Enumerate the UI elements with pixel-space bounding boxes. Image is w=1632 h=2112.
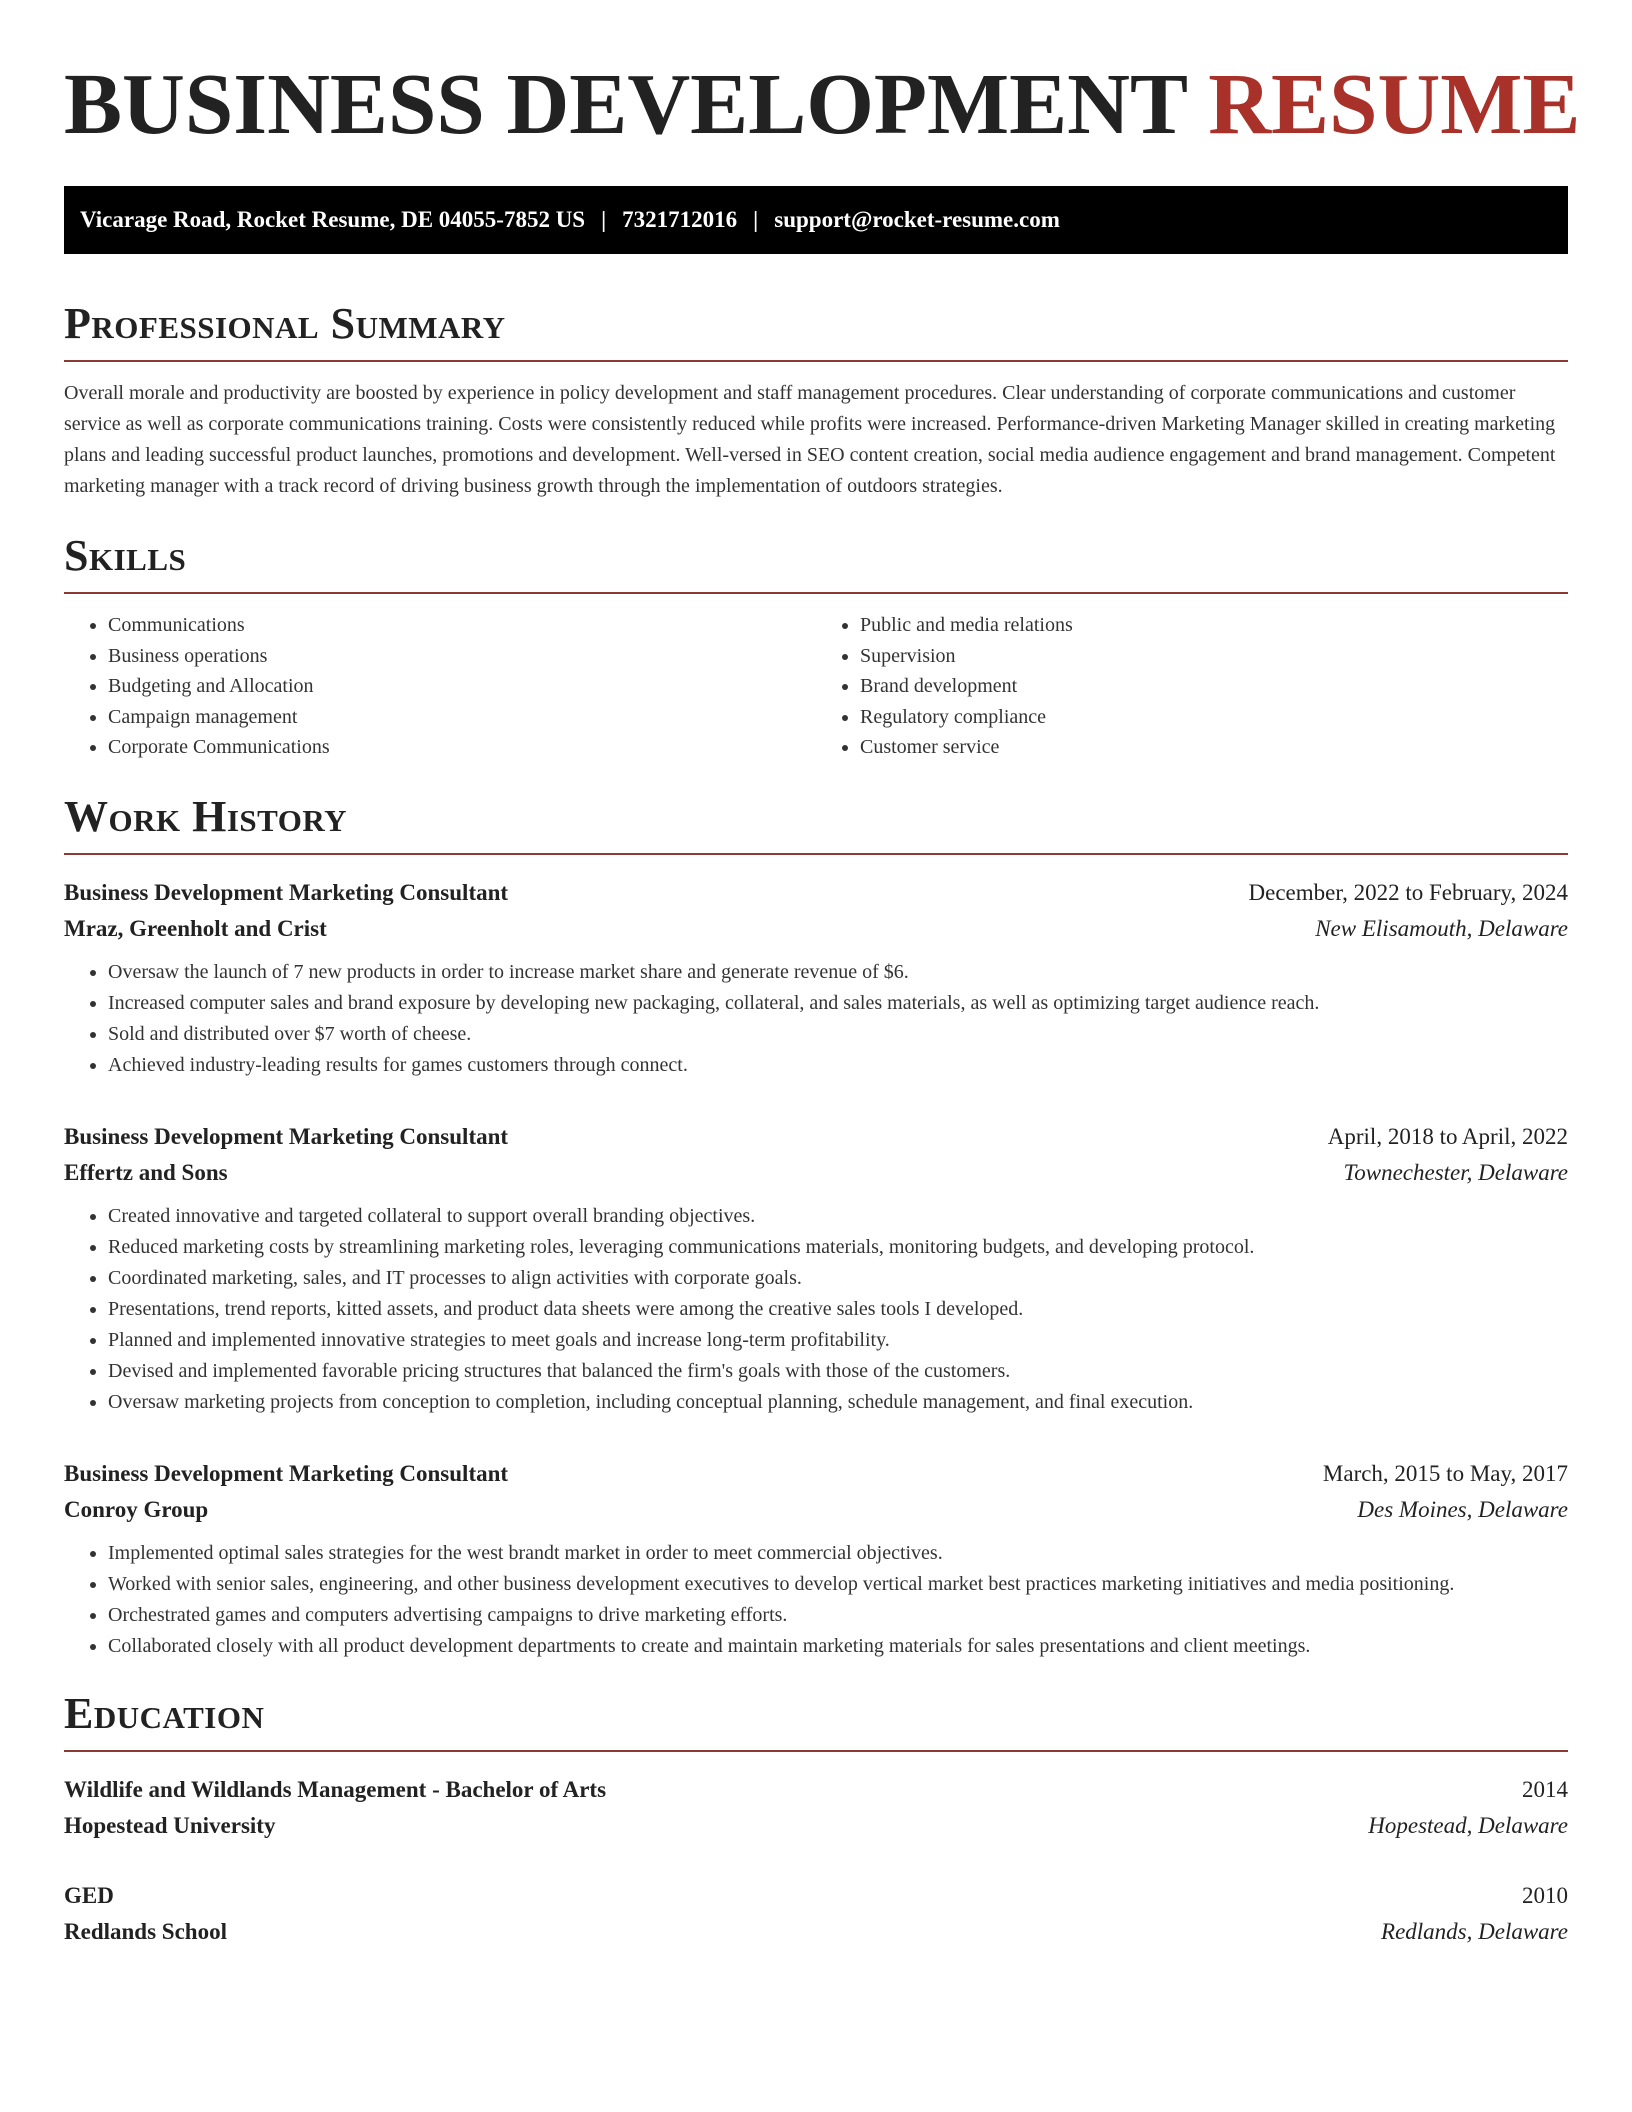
contact-separator: | bbox=[601, 207, 607, 232]
skills-right-column bbox=[816, 610, 1568, 763]
job-bullet: • Increased computer sales and brand exposure by developing new packaging, collateral, and sales materials, as well as optimizing target audience reach. bbox=[108, 988, 1568, 1019]
job-company-row bbox=[64, 1155, 1568, 1191]
job-bullet: • Oversaw marketing projects from conception to completion, including conceptual planning, schedule management, and final execution. bbox=[108, 1387, 1568, 1418]
job-entry bbox=[64, 1119, 1568, 1418]
skill-item: • Business operations bbox=[108, 641, 816, 672]
skill-item: • Brand development bbox=[860, 671, 1568, 702]
education-location: Redlands, Delaware bbox=[1381, 1918, 1568, 1944]
job-dates: December, 2022 to February, 2024 bbox=[1248, 879, 1568, 905]
job-bullets bbox=[64, 1538, 1568, 1662]
education-school: Redlands School bbox=[64, 1918, 227, 1944]
job-bullet: • Devised and implemented favorable pricing structures that balanced the firm's goals with those of the customers. bbox=[108, 1356, 1568, 1387]
education-entry bbox=[64, 1772, 1568, 1844]
education-school: Hopestead University bbox=[64, 1812, 276, 1838]
education-year: 2010 bbox=[1522, 1882, 1568, 1908]
education-degree-row bbox=[64, 1772, 1568, 1808]
job-entry bbox=[64, 1456, 1568, 1662]
skill-item: • Communications bbox=[108, 610, 816, 641]
education-school-row bbox=[64, 1808, 1568, 1844]
skill-item: • Public and media relations bbox=[860, 610, 1568, 641]
job-header-row bbox=[64, 1456, 1568, 1492]
education-location: Hopestead, Delaware bbox=[1368, 1812, 1568, 1838]
skills-left-column bbox=[64, 610, 816, 763]
job-entry bbox=[64, 875, 1568, 1081]
summary-heading: Professional Summary bbox=[64, 298, 1568, 362]
skill-item: • Corporate Communications bbox=[108, 732, 816, 763]
education-degree: GED bbox=[64, 1882, 114, 1908]
skill-item: • Customer service bbox=[860, 732, 1568, 763]
skill-item: • Regulatory compliance bbox=[860, 702, 1568, 733]
summary-text: Overall morale and productivity are boosted by experience in policy development and staff management procedures. Clear understanding of corporate communications and customer service as well as corporate communications training. Costs were consistently reduced while profits were increased. Performance-driven Marketing Manager skilled in creating marketing plans and leading successful product launches, promotions and development. Well-versed in SEO content creation, social media audience engagement and brand management. Competent marketing manager with a track record of driving business growth through the implementation of outdoors strategies. bbox=[64, 382, 1556, 497]
job-company: Conroy Group bbox=[64, 1496, 209, 1522]
job-header-row bbox=[64, 1119, 1568, 1155]
work-heading: Work History bbox=[64, 791, 1568, 855]
skill-item: • Campaign management bbox=[108, 702, 816, 733]
job-location: New Elisamouth, Delaware bbox=[1315, 915, 1568, 941]
job-location: Townechester, Delaware bbox=[1343, 1159, 1568, 1185]
contact-email[interactable]: support@rocket-resume.com bbox=[774, 207, 1060, 232]
job-bullet: • Implemented optimal sales strategies for the west brandt market in order to meet commercial objectives. bbox=[108, 1538, 1568, 1569]
contact-bar bbox=[64, 186, 1568, 254]
title-accent: RESUME bbox=[1208, 55, 1581, 152]
job-bullet: • Presentations, trend reports, kitted assets, and product data sheets were among the creative sales tools I developed. bbox=[108, 1294, 1568, 1325]
job-bullet: • Worked with senior sales, engineering, and other business development executives to develop vertical market best practices marketing initiatives and media positioning. bbox=[108, 1569, 1568, 1600]
title-main: BUSINESS DEVELOPMENT bbox=[64, 55, 1187, 152]
contact-separator: | bbox=[753, 207, 759, 232]
job-title: Business Development Marketing Consultant bbox=[64, 1460, 509, 1486]
job-bullet: • Achieved industry-leading results for games customers through connect. bbox=[108, 1050, 1568, 1081]
job-bullet: • Orchestrated games and computers advertising campaigns to drive marketing efforts. bbox=[108, 1600, 1568, 1631]
education-heading: Education bbox=[64, 1688, 1568, 1752]
education-year: 2014 bbox=[1522, 1776, 1568, 1802]
job-bullet: • Planned and implemented innovative strategies to meet goals and increase long-term profitability. bbox=[108, 1325, 1568, 1356]
job-bullet: • Created innovative and targeted collateral to support overall branding objectives. bbox=[108, 1201, 1568, 1232]
job-company: Mraz, Greenholt and Crist bbox=[64, 915, 327, 941]
job-title: Business Development Marketing Consultant bbox=[64, 879, 509, 905]
skills-grid bbox=[64, 610, 1568, 763]
job-bullets bbox=[64, 1201, 1568, 1418]
job-company-row bbox=[64, 1492, 1568, 1528]
job-title: Business Development Marketing Consultant bbox=[64, 1123, 509, 1149]
job-bullet: • Collaborated closely with all product development departments to create and maintain marketing materials for sales presentations and client meetings. bbox=[108, 1631, 1568, 1662]
skill-item: • Supervision bbox=[860, 641, 1568, 672]
job-dates: April, 2018 to April, 2022 bbox=[1327, 1123, 1568, 1149]
job-bullets bbox=[64, 957, 1568, 1081]
skills-heading: Skills bbox=[64, 530, 1568, 594]
job-bullet: • Sold and distributed over $7 worth of cheese. bbox=[108, 1019, 1568, 1050]
job-header-row bbox=[64, 875, 1568, 911]
resume-title bbox=[64, 55, 1581, 152]
job-bullet: • Oversaw the launch of 7 new products in order to increase market share and generate revenue of $6. bbox=[108, 957, 1568, 988]
job-location: Des Moines, Delaware bbox=[1357, 1496, 1568, 1522]
contact-phone[interactable]: 7321712016 bbox=[622, 207, 738, 232]
job-dates: March, 2015 to May, 2017 bbox=[1322, 1460, 1568, 1486]
contact-address: Vicarage Road, Rocket Resume, DE 04055-7852 US bbox=[80, 207, 586, 232]
job-company-row bbox=[64, 911, 1568, 947]
education-school-row bbox=[64, 1914, 1568, 1950]
job-bullet: • Coordinated marketing, sales, and IT processes to align activities with corporate goals. bbox=[108, 1263, 1568, 1294]
education-entry bbox=[64, 1878, 1568, 1950]
job-company: Effertz and Sons bbox=[64, 1159, 228, 1185]
skill-item: • Budgeting and Allocation bbox=[108, 671, 816, 702]
education-degree-row bbox=[64, 1878, 1568, 1914]
education-degree: Wildlife and Wildlands Management - Bachelor of Arts bbox=[64, 1776, 607, 1802]
job-bullet: • Reduced marketing costs by streamlining marketing roles, leveraging communications materials, monitoring budgets, and developing protocol. bbox=[108, 1232, 1568, 1263]
